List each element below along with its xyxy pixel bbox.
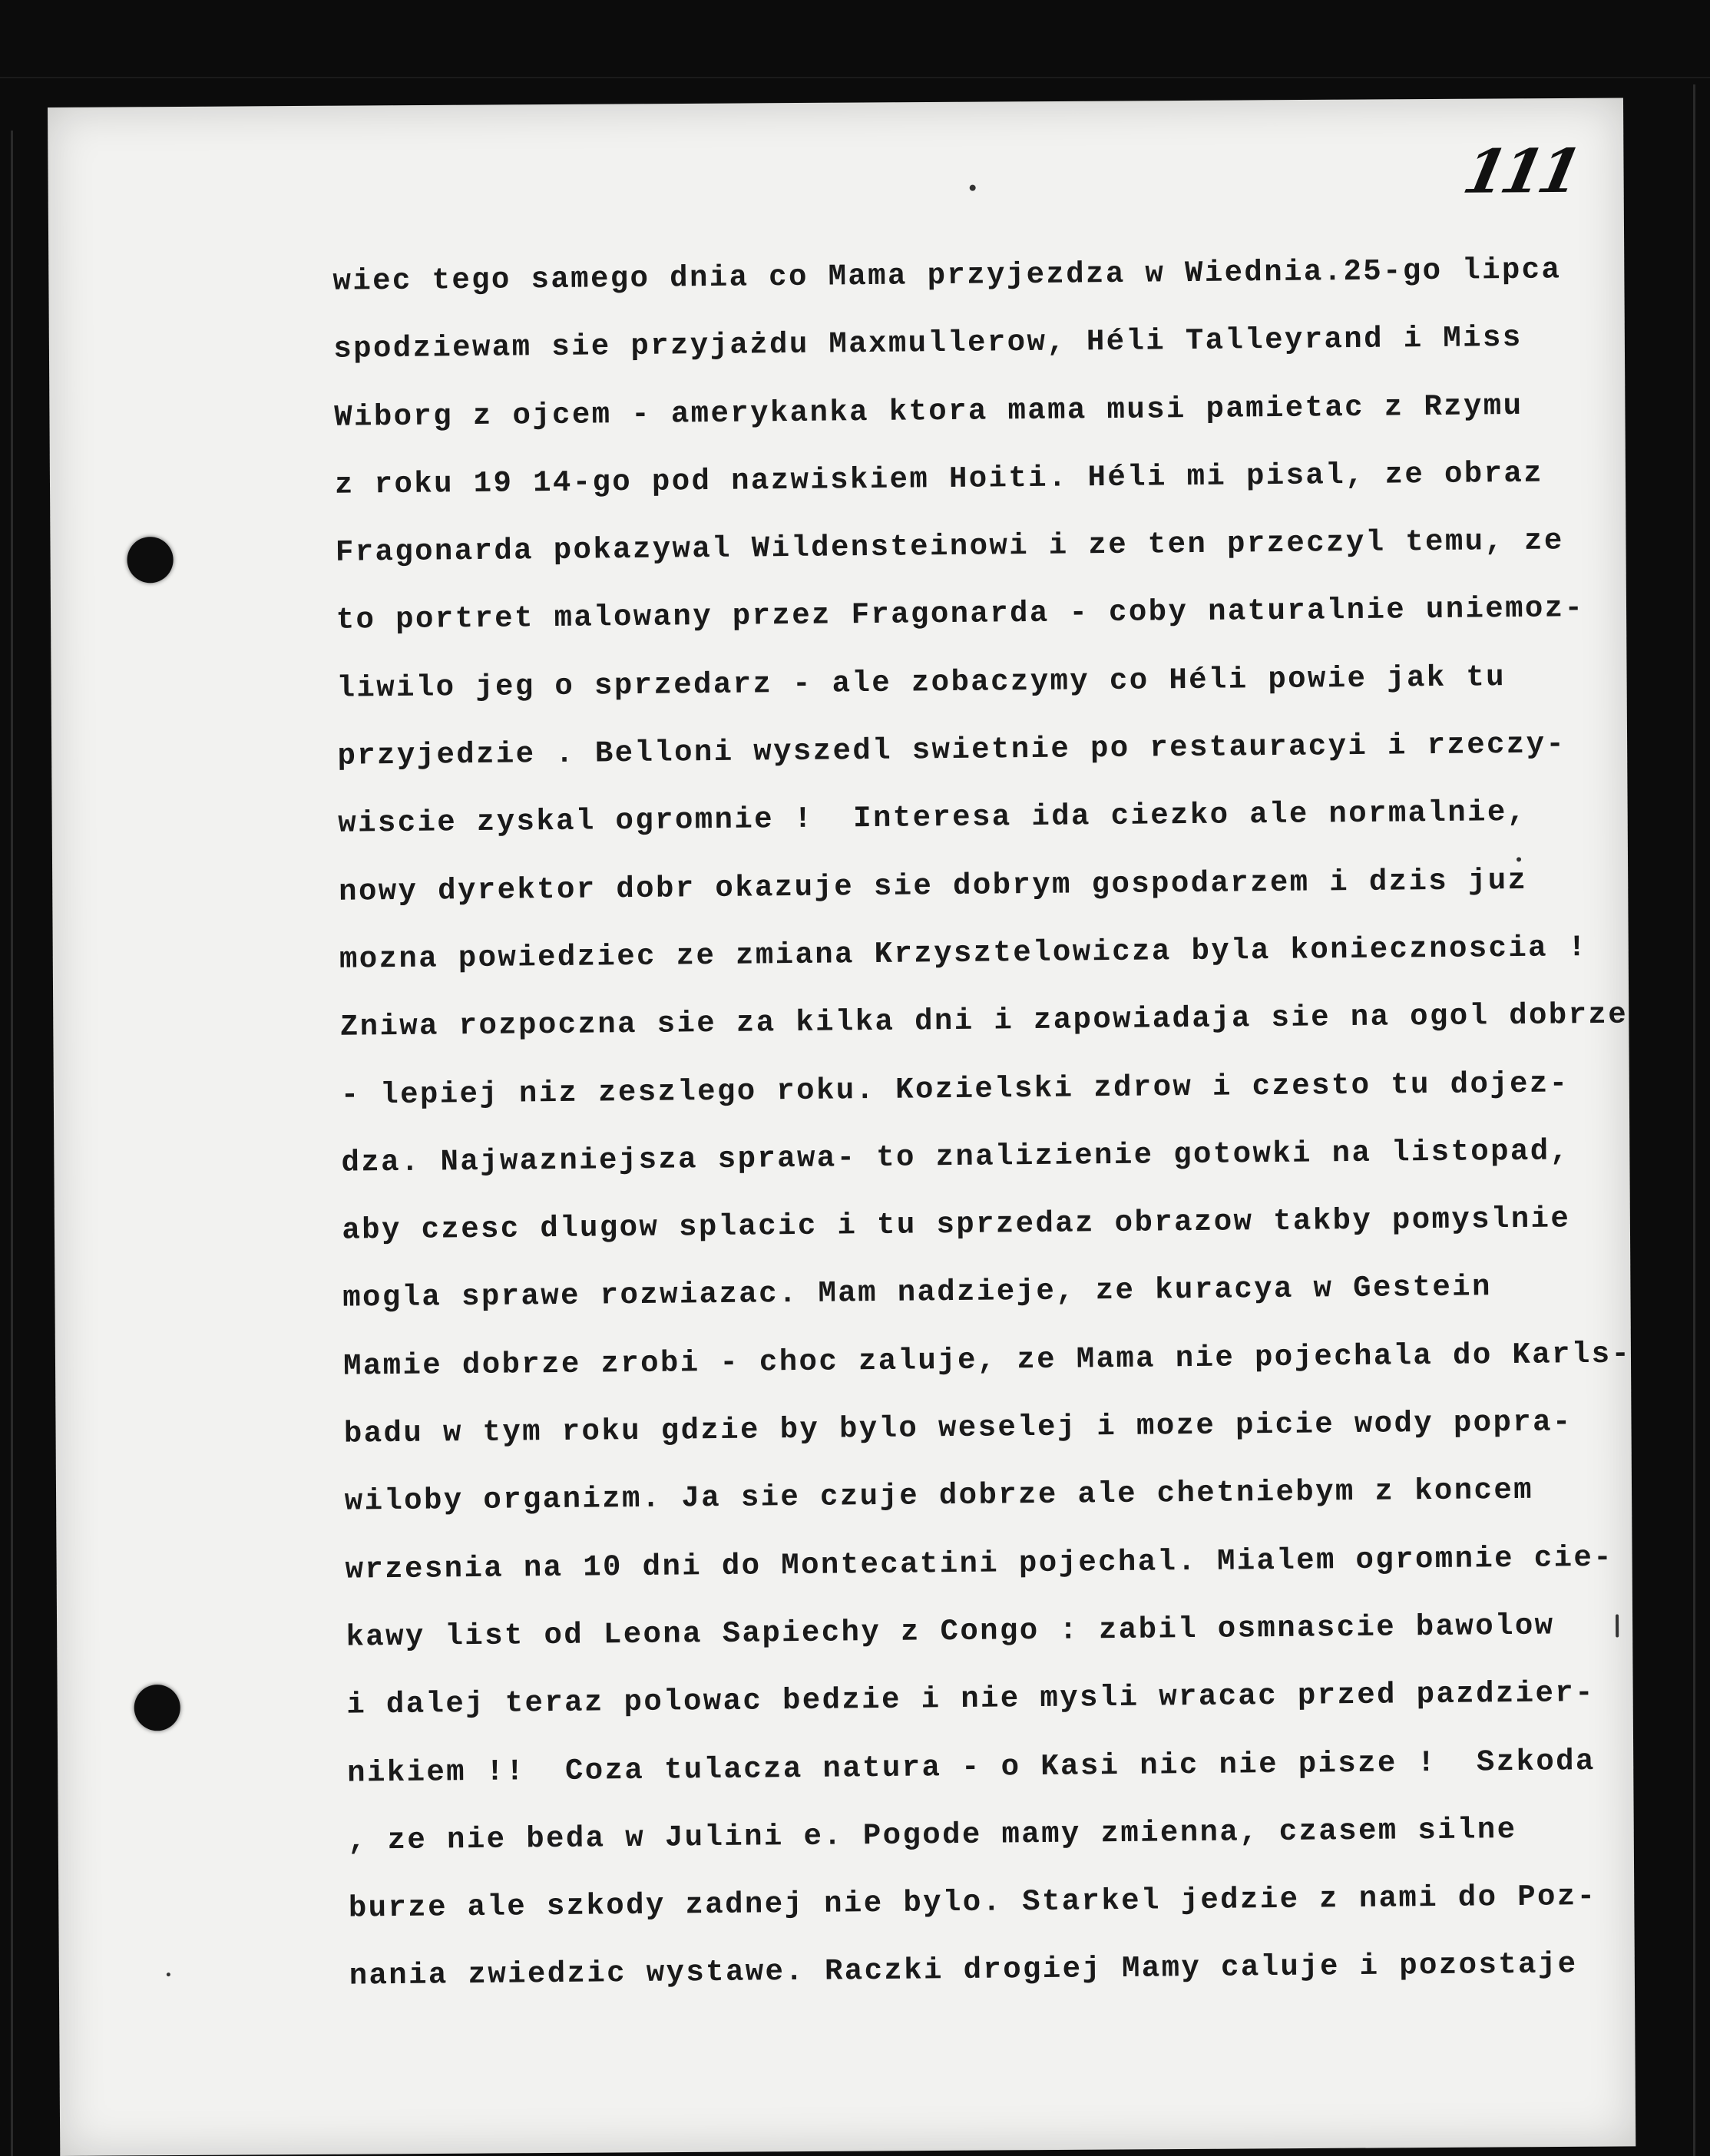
text-line: badu w tym roku gdzie by bylo weselej i moze picie wody popra-	[343, 1405, 1573, 1451]
text-line: wiloby organizm. Ja sie czuje dobrze ale chetniebym z koncem	[344, 1473, 1534, 1519]
frame-edge-left	[11, 131, 13, 2156]
frame-edge-top	[0, 77, 1710, 78]
typed-letter-body	[332, 236, 1636, 2011]
frame-edge-right	[1693, 84, 1695, 2156]
speck	[970, 185, 976, 191]
punch-hole-upper	[127, 537, 173, 583]
text-line: wiscie zyskal ogromnie ! Interesa ida ciezko ale normalnie,	[338, 795, 1527, 842]
text-line: i dalej teraz polowac bedzie i nie mysli wracac przed pazdzier-	[346, 1676, 1596, 1722]
text-line: mogla sprawe rozwiazac. Mam nadzieje, ze kuracya w Gestein	[342, 1270, 1493, 1316]
text-line: , ze nie beda w Julini e. Pogode mamy zmienna, czasem silne	[347, 1812, 1517, 1858]
text-line: dza. Najwazniejsza sprawa- to znalizienie gotowki na listopad,	[341, 1134, 1570, 1180]
punch-hole-lower	[134, 1685, 180, 1731]
text-line: mozna powiedziec ze zmiana Krzysztelowicza byla koniecznoscia !	[339, 931, 1588, 977]
text-line: Fragonarda pokazywal Wildensteinowi i ze ten przeczyl temu, ze	[335, 524, 1564, 570]
text-line: z roku 19 14-go pod nazwiskiem Hoiti. Héli mi pisal, ze obraz	[334, 456, 1544, 502]
text-line: nania zwiedzic wystawe. Raczki drogiej Mamy caluje i pozostaje	[349, 1947, 1578, 1994]
document-sheet	[48, 98, 1636, 2155]
text-line: aby czesc dlugow splacic i tu sprzedaz obrazow takby pomyslnie	[342, 1202, 1571, 1248]
text-line: kawy list od Leona Sapiechy z Congo : zabil osmnascie bawolow	[346, 1609, 1555, 1655]
text-line: wiec tego samego dnia co Mama przyjezdza w Wiednia.25-go lipca	[332, 253, 1562, 299]
page-number: 111	[1457, 136, 1583, 207]
text-line: - lepiej niz zeszlego roku. Kozielski zdrow i czesto tu dojez-	[340, 1066, 1569, 1113]
text-line: burze ale szkody zadnej nie bylo. Starkel jedzie z nami do Poz-	[348, 1880, 1597, 1926]
text-line: nikiem !! Coza tulacza natura - o Kasi nic nie pisze ! Szkoda	[346, 1744, 1596, 1791]
text-line: Wiborg z ojcem - amerykanka ktora mama musi pamietac z Rzymu	[334, 389, 1523, 435]
text-line: przyjedzie . Belloni wyszedl swietnie po restauracyi i rzeczy-	[337, 727, 1566, 773]
text-line: wrzesnia na 10 dni do Montecatini pojechal. Mialem ogromnie cie-	[345, 1540, 1614, 1587]
text-line: nowy dyrektor dobr okazuje sie dobrym gospodarzem i dzis juz	[338, 863, 1528, 909]
text-line: liwilo jeg o sprzedarz - ale zobaczymy co Héli powie jak tu	[336, 660, 1507, 706]
speck	[167, 1972, 170, 1976]
text-line: to portret malowany przez Fragonarda - coby naturalnie uniemoz-	[336, 591, 1585, 638]
text-line: spodziewam sie przyjażdu Maxmullerow, Héli Talleyrand i Miss	[333, 321, 1523, 367]
text-line: Mamie dobrze zrobi - choc zaluje, ze Mama nie pojechala do Karls-	[342, 1337, 1632, 1384]
text-line: Zniwa rozpoczna sie za kilka dni i zapowiadaja sie na ogol dobrze	[339, 997, 1629, 1044]
